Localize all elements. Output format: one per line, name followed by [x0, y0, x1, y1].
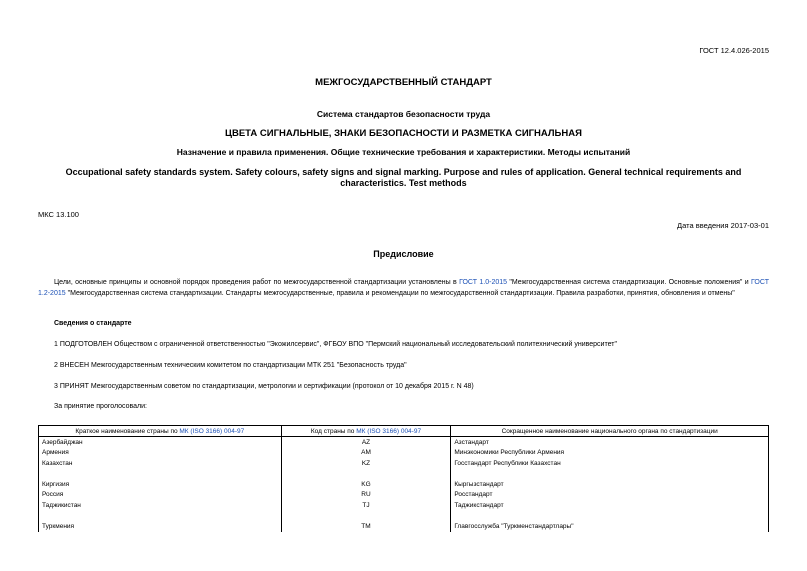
- org-cell: [451, 469, 769, 480]
- voted-label: За принятие проголосовали:: [54, 403, 147, 410]
- table-row: [39, 458, 769, 469]
- mks-code: МКС 13.100: [38, 210, 79, 219]
- voting-table: [38, 425, 769, 532]
- org-cell: Росстандарт: [451, 490, 769, 501]
- mk-iso-link[interactable]: МК (ISO 3166) 004-97: [356, 427, 422, 435]
- country-name-header: Краткое наименование страны по МК (ISO 3166) 004-97: [39, 426, 282, 437]
- table-row: [39, 490, 769, 501]
- code-cell: [281, 469, 451, 480]
- org-cell: [451, 511, 769, 522]
- system-title: Система стандартов безопасности труда: [316, 109, 491, 119]
- org-cell: Минэкономики Республики Армения: [451, 448, 769, 459]
- info-item-2: 2 ВНЕСЕН Межгосударственным техническим комитетом по стандартизации МТК 251 "Безопасность труда": [54, 362, 407, 369]
- info-item-3: 3 ПРИНЯТ Межгосударственным советом по стандартизации, метрологии и сертификации (протокол от 10 декабря 2015 г. N 48): [54, 383, 474, 390]
- table-row: [39, 437, 769, 448]
- preface-heading: Предисловие: [373, 249, 434, 259]
- info-item-1: 1 ПОДГОТОВЛЕН Обществом с ограниченной ответственностью "Экожилсервис", ФГБОУ ВПО "Пермский национальный исследовательский политехнический университет": [54, 341, 617, 348]
- preface-text-2: "Межгосударственная система стандартизации. Основные положения" и: [507, 279, 752, 286]
- standard-type-title: МЕЖГОСУДАРСТВЕННЫЙ СТАНДАРТ: [315, 77, 492, 88]
- code-cell: RU: [281, 490, 451, 501]
- country-cell: Армения: [39, 448, 282, 459]
- national-body-header: Сокращенное наименование национального органа по стандартизации: [451, 426, 769, 437]
- org-cell: Главгосслужба "Туркменстандартлары": [451, 521, 769, 532]
- country-cell: Азербайджан: [39, 437, 282, 448]
- subtitle: Назначение и правила применения. Общие технические требования и характеристики. Методы испытаний: [176, 147, 631, 157]
- org-cell: Госстандарт Республики Казахстан: [451, 458, 769, 469]
- country-cell: Россия: [39, 490, 282, 501]
- org-cell: Азстандарт: [451, 437, 769, 448]
- table-row: [39, 500, 769, 511]
- org-cell: Таджикстандарт: [451, 500, 769, 511]
- gost-1-0-link[interactable]: ГОСТ 1.0-2015: [459, 279, 508, 286]
- code-cell: KZ: [281, 458, 451, 469]
- document-code: ГОСТ 12.4.026-2015: [699, 46, 769, 55]
- code-cell: KG: [281, 479, 451, 490]
- main-title: ЦВЕТА СИГНАЛЬНЫЕ, ЗНАКИ БЕЗОПАСНОСТИ И РАЗМЕТКА СИГНАЛЬНАЯ: [225, 128, 582, 139]
- gost-1-2-link[interactable]: ГОСТ 1.2-2015: [38, 279, 769, 297]
- preface-text-1: Цели, основные принципы и основной порядок проведения работ по межгосударственной стандартизации установлены в: [54, 279, 460, 286]
- country-cell: Киргизия: [39, 479, 282, 490]
- table-row: [39, 511, 769, 522]
- country-cell: [39, 469, 282, 480]
- org-cell: Кыргызстандарт: [451, 479, 769, 490]
- preface-text-3: "Межгосударственная система стандартизации. Стандарты межгосударственные, правила и рекомендации по межгосударственной стандартизации. Правила разработки, принятия, обновления и отмены": [65, 290, 735, 297]
- code-cell: [281, 511, 451, 522]
- introduction-date: Дата введения 2017-03-01: [677, 221, 769, 230]
- table-header-row: [39, 426, 769, 437]
- code-cell: TJ: [281, 500, 451, 511]
- country-cell: Таджикистан: [39, 500, 282, 511]
- mk-iso-link[interactable]: МК (ISO 3166) 004-97: [179, 427, 245, 435]
- english-title: Occupational safety standards system. Safety colours, safety signs and signal marking. Purpose and rules of application. General technical requirements and characteristics. Test methods: [65, 167, 742, 188]
- code-cell: TM: [281, 521, 451, 532]
- code-cell: AM: [281, 448, 451, 459]
- standard-info-heading: Сведения о стандарте: [54, 320, 132, 327]
- table-row: [39, 521, 769, 532]
- code-cell: AZ: [281, 437, 451, 448]
- country-cell: Туркмения: [39, 521, 282, 532]
- table-row: [39, 469, 769, 480]
- country-cell: [39, 511, 282, 522]
- preface-paragraph: [38, 277, 769, 299]
- table-row: [39, 479, 769, 490]
- country-cell: Казахстан: [39, 458, 282, 469]
- country-code-header: Код страны по МК (ISO 3166) 004-97: [281, 426, 451, 437]
- table-row: [39, 448, 769, 459]
